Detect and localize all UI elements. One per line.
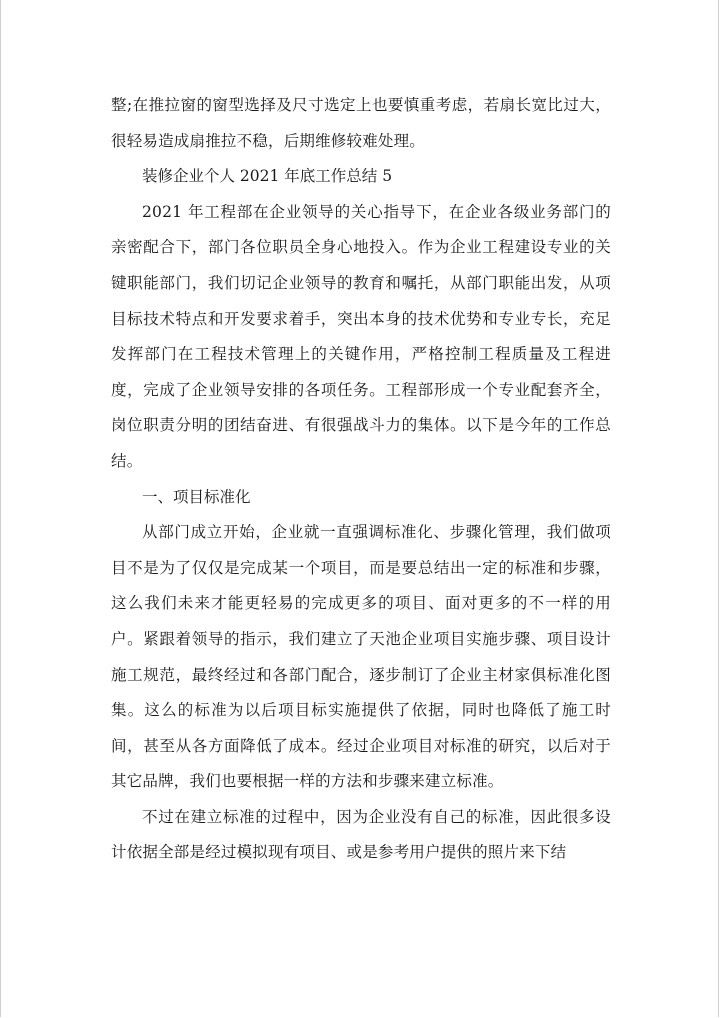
section-heading: 一、项目标准化 (142, 487, 251, 506)
document-body (111, 88, 611, 871)
paragraph-continued: 整;在推拉窗的窗型选择及尺寸选定上也要慎重考虑，若扇长宽比过大，很轻易造成扇推拉不稳，后期维修较难处理。 (111, 96, 611, 150)
document-title: 装修企业个人 2021 年底工作总结 5 (142, 167, 393, 186)
paragraph-standardization: 从部门成立开始，企业就一直强调标准化、步骤化管理，我们做项目不是为了仅仅是完成某一个项目，而是要总结出一定的标准和步骤，这么我们未来才能更轻易的完成更多的项目、面对更多的不一样的用户。紧跟着领导的指示，我们建立了天池企业项目实施步骤、项目设计施工规范，最终经过和各部门配合，逐步制订了企业主材家俱标准化图集。这么的标准为以后项目标实施提供了依据，同时也降低了施工时间，甚至从各方面降低了成本。经过企业项目对标准的研究，以后对于其它品牌，我们也要根据一样的方法和步骤来建立标准。 (111, 523, 611, 791)
paragraph-standards-process: 不过在建立标准的过程中，因为企业没有自己的标准，因此很多设计依据全部是经过模拟现有项目、或是参考用户提供的照片来下结 (111, 807, 611, 862)
paragraph-intro: 2021 年工程部在企业领导的关心指导下，在企业各级业务部门的亲密配合下，部门各位职员全身心地投入。作为企业工程建设专业的关键职能部门，我们切记企业领导的教育和嘱托，从部门职能出发，从项目标技术特点和开发要求着手，突出本身的技术优势和专业专长，充足发挥部门在工程技术管理上的关键作用，严格控制工程质量及工程进度，完成了企业领导安排的各项任务。工程部形成一个专业配套齐全，岗位职责分明的团结奋进、有很强战斗力的集体。以下是今年的工作总结。 (111, 202, 611, 470)
